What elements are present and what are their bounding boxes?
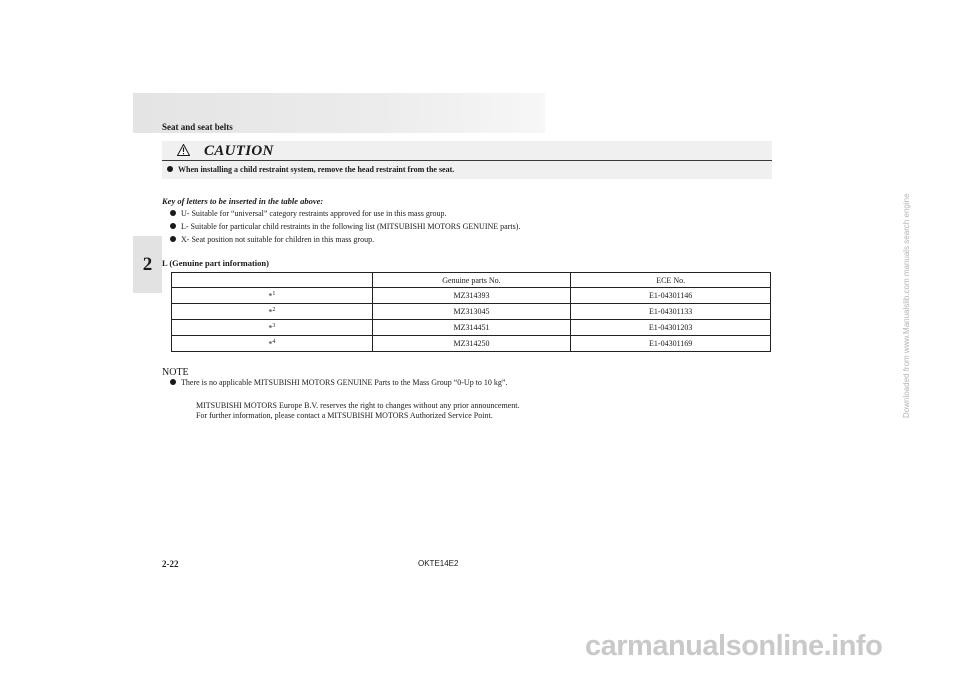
list-item — [170, 220, 520, 233]
part-number: MZ314250 — [372, 336, 571, 352]
parts-table — [171, 272, 771, 352]
part-number: MZ314393 — [372, 288, 571, 304]
note-item-text: There is no applicable MITSUBISHI MOTORS GENUINE Parts to the Mass Group “0-Up to 10 kg”. — [181, 378, 508, 387]
table-header-row — [172, 273, 771, 288]
bullet-icon — [170, 236, 176, 242]
note-line: MITSUBISHI MOTORS Europe B.V. reserves the right to changes without any prior announcement. — [196, 401, 520, 410]
key-list — [170, 207, 520, 246]
chapter-tab: 2 — [133, 236, 162, 293]
caution-box — [162, 141, 772, 179]
column-header-blank — [172, 273, 373, 288]
table-row — [172, 288, 771, 304]
caution-item — [167, 165, 454, 174]
list-item — [170, 207, 520, 220]
page-number: 2-22 — [162, 559, 179, 569]
row-ref: *$^3$ — [172, 320, 373, 336]
table-row — [172, 320, 771, 336]
key-item-text: U- Suitable for “universal” category restraints approved for use in this mass group. — [181, 209, 447, 218]
document-code: OKTE14E2 — [418, 559, 459, 568]
bullet-icon — [170, 210, 176, 216]
column-header-ece-no: ECE No. — [571, 273, 771, 288]
note-line: For further information, please contact a MITSUBISHI MOTORS Authorized Service Point. — [196, 411, 493, 420]
note-title: NOTE — [162, 367, 189, 378]
column-header-part-no: Genuine parts No. — [372, 273, 571, 288]
note-item — [170, 378, 507, 387]
note-paragraph — [196, 401, 519, 421]
download-watermark: Downloaded from www.Manualslib.com manuals search engine — [902, 193, 911, 418]
bullet-icon — [170, 223, 176, 229]
caution-title: CAUTION — [204, 143, 274, 159]
row-ref: *$^2$ — [172, 304, 373, 320]
parts-table-title: L (Genuine part information) — [162, 258, 269, 268]
ece-number: E1-04301203 — [571, 320, 771, 336]
part-number: MZ314451 — [372, 320, 571, 336]
key-item-text: X- Seat position not suitable for children in this mass group. — [181, 235, 375, 244]
part-number: MZ313045 — [372, 304, 571, 320]
site-logo[interactable]: carmanualsonline.info — [585, 630, 883, 662]
caution-item-text: When installing a child restraint system, remove the head restraint from the seat. — [178, 165, 455, 174]
ece-number: E1-04301133 — [571, 304, 771, 320]
key-item-text: L- Suitable for particular child restraints in the following list (MITSUBISHI MOTORS GENUINE parts). — [181, 222, 521, 231]
row-ref: *$^4$ — [172, 336, 373, 352]
row-ref: *$^1$ — [172, 288, 373, 304]
table-row — [172, 336, 771, 352]
bullet-icon — [167, 166, 173, 172]
ece-number: E1-04301169 — [571, 336, 771, 352]
warning-triangle-icon — [177, 144, 190, 156]
section-title: Seat and seat belts — [162, 122, 233, 132]
bullet-icon — [170, 379, 176, 385]
key-title: Key of letters to be inserted in the table above: — [162, 196, 324, 206]
table-row — [172, 304, 771, 320]
ece-number: E1-04301146 — [571, 288, 771, 304]
list-item — [170, 233, 520, 246]
caution-header — [162, 141, 772, 161]
